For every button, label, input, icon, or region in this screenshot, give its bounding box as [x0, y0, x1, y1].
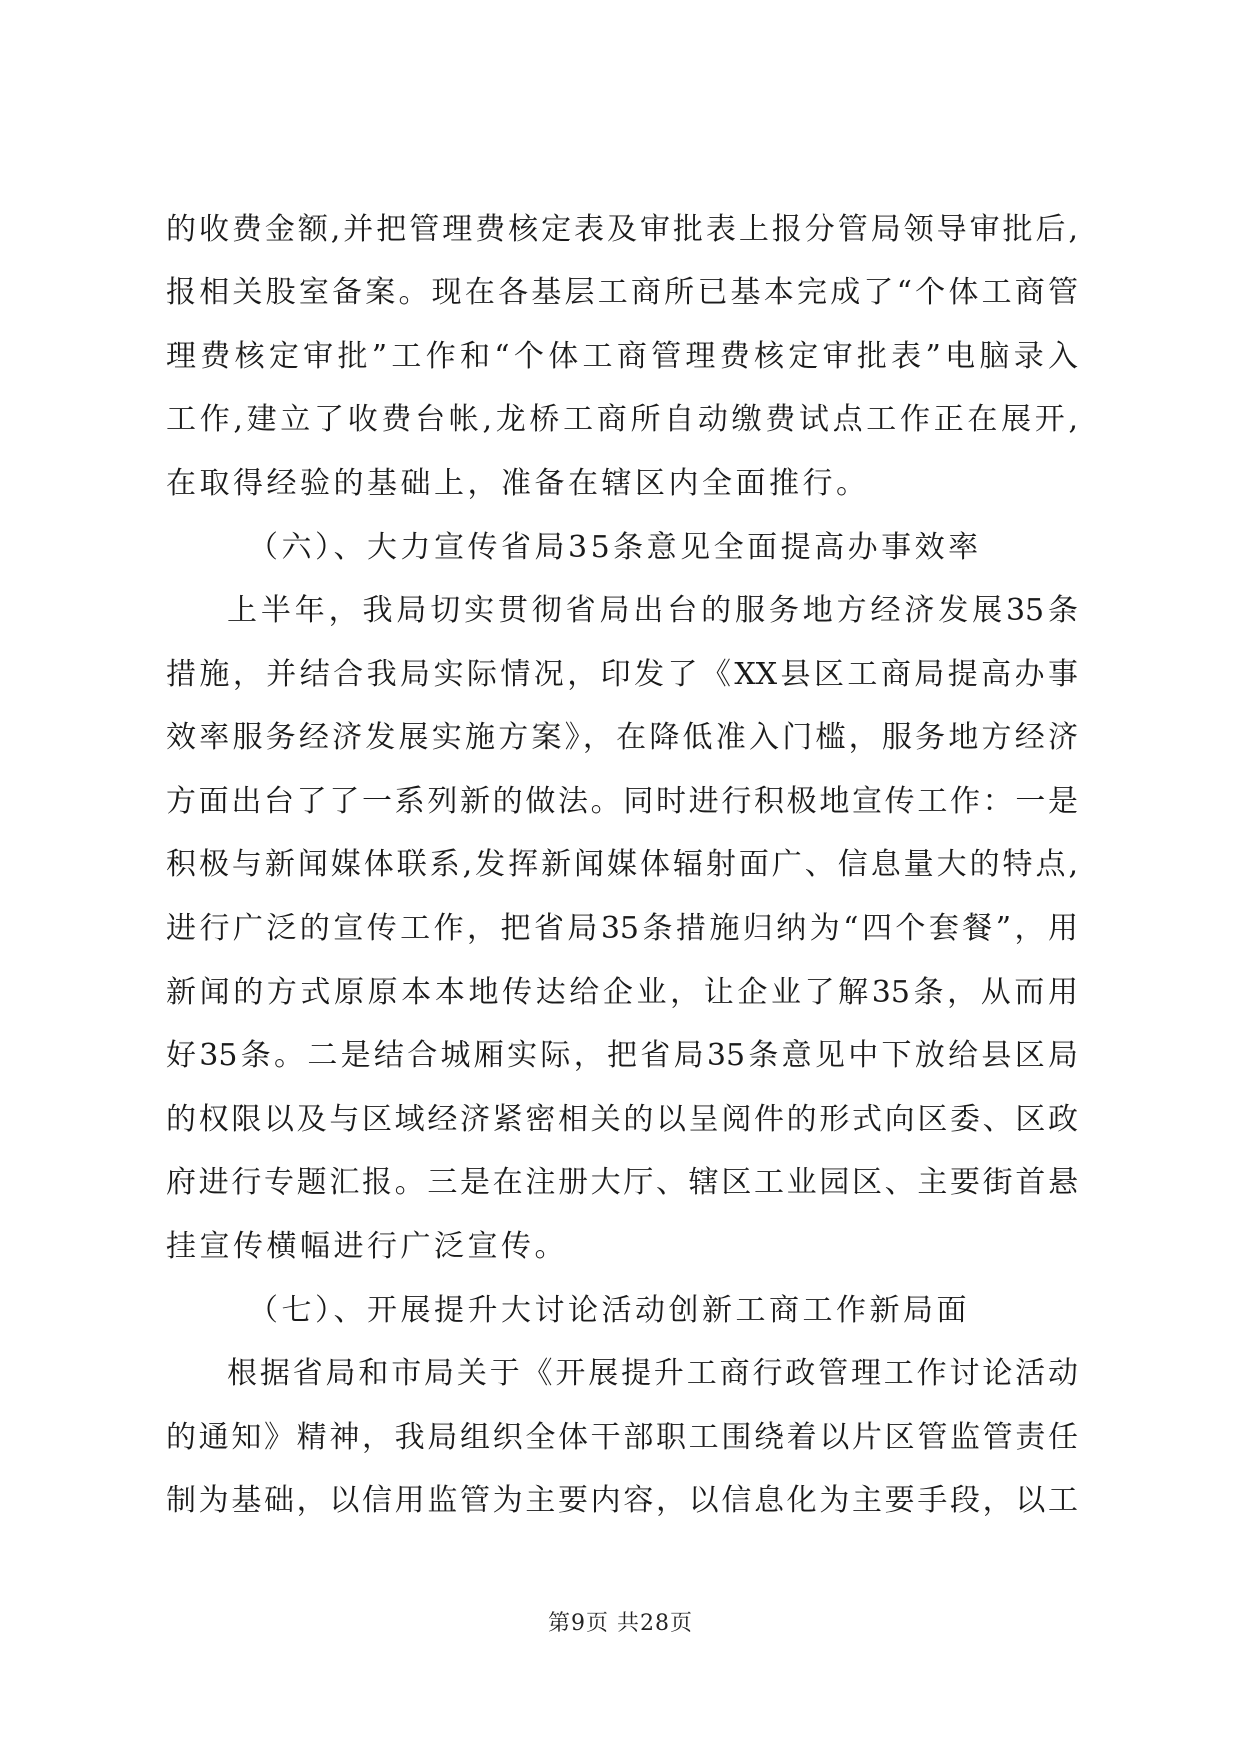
text-line: 府进行专题汇报。三是在注册大厅、辖区工业园区、主要街首悬 — [166, 1165, 1078, 1200]
text-line: 在取得经验的基础上，准备在辖区内全面推行。 — [166, 466, 870, 501]
text-line: 的通知》精神，我局组织全体干部职工围绕着以片区管监管责任 — [166, 1420, 1078, 1455]
text-line: 新闻的方式原原本本地传达给企业，让企业了解35条，从而用 — [166, 975, 1078, 1010]
text-line: 挂宣传横幅进行广泛宣传。 — [166, 1229, 568, 1264]
text-line: 报相关股室备案。现在各基层工商所已基本完成了“个体工商管 — [166, 275, 1078, 310]
text-line: 理费核定审批”工作和“个体工商管理费核定审批表”电脑录入 — [166, 339, 1078, 374]
text-line: 上半年，我局切实贯彻省局出台的服务地方经济发展35条 — [227, 593, 1078, 628]
section-heading: （六）、大力宣传省局35条意见全面提高办事效率 — [248, 530, 982, 565]
text-line: 制为基础，以信用监管为主要内容，以信息化为主要手段，以工 — [166, 1483, 1078, 1518]
page-number-footer: 第9页 共28页 — [548, 1611, 693, 1636]
text-line: 工作,建立了收费台帐,龙桥工商所自动缴费试点工作正在展开, — [166, 402, 1078, 437]
section-heading: （七）、开展提升大讨论活动创新工商工作新局面 — [248, 1293, 970, 1328]
text-line: 积极与新闻媒体联系,发挥新闻媒体辐射面广、信息量大的特点, — [166, 847, 1078, 882]
text-line: 效率服务经济发展实施方案》，在降低准入门槛，服务地方经济 — [166, 720, 1078, 755]
text-line: 方面出台了了一系列新的做法。同时进行积极地宣传工作：一是 — [166, 784, 1078, 819]
text-line: 好35条。二是结合城厢实际，把省局35条意见中下放给县区局 — [166, 1038, 1078, 1073]
text-line: 进行广泛的宣传工作，把省局35条措施归纳为“四个套餐”，用 — [166, 911, 1078, 946]
text-line: 的权限以及与区域经济紧密相关的以呈阅件的形式向区委、区政 — [166, 1102, 1078, 1137]
text-line: 措施，并结合我局实际情况，印发了《XX县区工商局提高办事 — [166, 657, 1078, 692]
text-line: 根据省局和市局关于《开展提升工商行政管理工作讨论活动 — [227, 1356, 1078, 1391]
text-line: 的收费金额,并把管理费核定表及审批表上报分管局领导审批后, — [166, 212, 1078, 247]
